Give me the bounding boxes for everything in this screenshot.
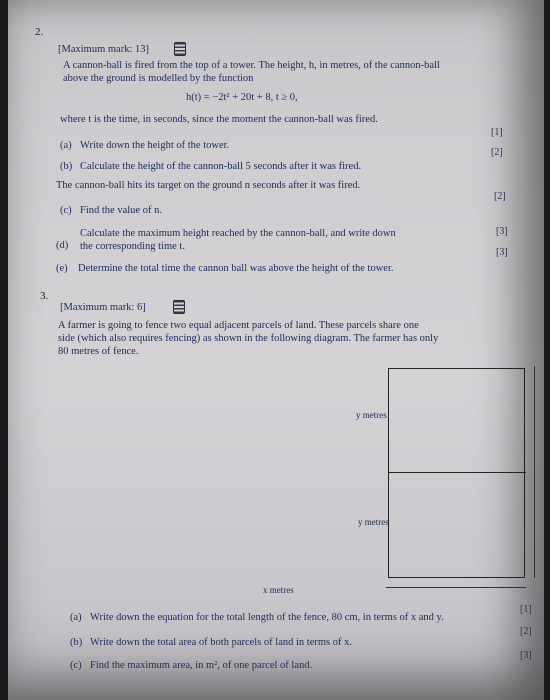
calculator-icon <box>174 42 186 56</box>
q3c-label: (c) <box>70 660 82 671</box>
q2c-marks: [2] <box>494 191 506 202</box>
q3a-text: Write down the equation for the total length of the fence, 80 cm, in terms of x and y. <box>90 612 444 623</box>
q2e-label: (e) <box>56 263 68 274</box>
q2-context: The cannon-ball hits its target on the ground n seconds after it was fired. <box>56 180 361 191</box>
q2a-text: Write down the height of the tower. <box>80 140 230 151</box>
q2a-marks: [1] <box>491 127 503 138</box>
q3c-marks: [3] <box>520 650 532 661</box>
height-dimension-line <box>534 366 535 578</box>
q2-intro-line2: above the ground is modelled by the function <box>63 73 254 84</box>
q2-intro-line1: A cannon-ball is fired from the top of a tower. The height, h, in metres, of the cannon-ball <box>63 60 440 71</box>
q2d-text-line2: the corresponding time t. <box>80 241 185 252</box>
q2d-text-line1: Calculate the maximum height reached by the cannon-ball, and write down <box>80 228 396 239</box>
q3-intro-line3: 80 metres of fence. <box>58 346 139 357</box>
q2b-text: Calculate the height of the cannon-ball 5 seconds after it was fired. <box>80 161 362 172</box>
q2c-text: Find the value of n. <box>80 205 162 216</box>
q2a-label: (a) <box>60 140 72 151</box>
q2e-marks: [3] <box>496 247 508 258</box>
q2c-label: (c) <box>60 205 72 216</box>
q3c-text: Find the maximum area, in m², of one parcel of land. <box>90 660 313 671</box>
q2e-text: Determine the total time the cannon ball was above the height of the tower. <box>78 263 394 274</box>
question-number-3: 3. <box>40 290 49 302</box>
fence-divider <box>388 472 526 473</box>
width-dimension-line <box>386 587 526 588</box>
q3b-label: (b) <box>70 637 83 648</box>
y-label-bottom: y metres <box>358 517 389 527</box>
q3b-text: Write down the total area of both parcels of land in terms of x. <box>90 637 352 648</box>
x-label: x metres <box>263 585 294 595</box>
q2b-marks: [2] <box>491 147 503 158</box>
q2-max-mark: [Maximum mark: 13] <box>58 44 149 55</box>
q3a-marks: [1] <box>520 604 532 615</box>
land-parcels-rectangle <box>388 368 525 578</box>
y-label-top: y metres <box>356 410 387 420</box>
q2-where-line: where t is the time, in seconds, since the moment the cannon-ball was fired. <box>60 114 378 125</box>
q2d-marks: [3] <box>496 226 508 237</box>
q3-intro-line2: side (which also requires fencing) as shown in the following diagram. The farmer has only <box>58 333 439 344</box>
q2d-label: (d) <box>56 240 69 251</box>
q3a-label: (a) <box>70 612 82 623</box>
q2-function: h(t) = −2t² + 20t + 8, t ≥ 0, <box>186 92 298 103</box>
q2b-label: (b) <box>60 161 73 172</box>
exam-paper <box>8 0 544 700</box>
question-number-2: 2. <box>35 26 44 38</box>
q3b-marks: [2] <box>520 626 532 637</box>
q3-max-mark: [Maximum mark: 6] <box>60 302 146 313</box>
calculator-icon <box>173 300 185 314</box>
q3-intro-line1: A farmer is going to fence two equal adjacent parcels of land. These parcels share one <box>58 320 419 331</box>
